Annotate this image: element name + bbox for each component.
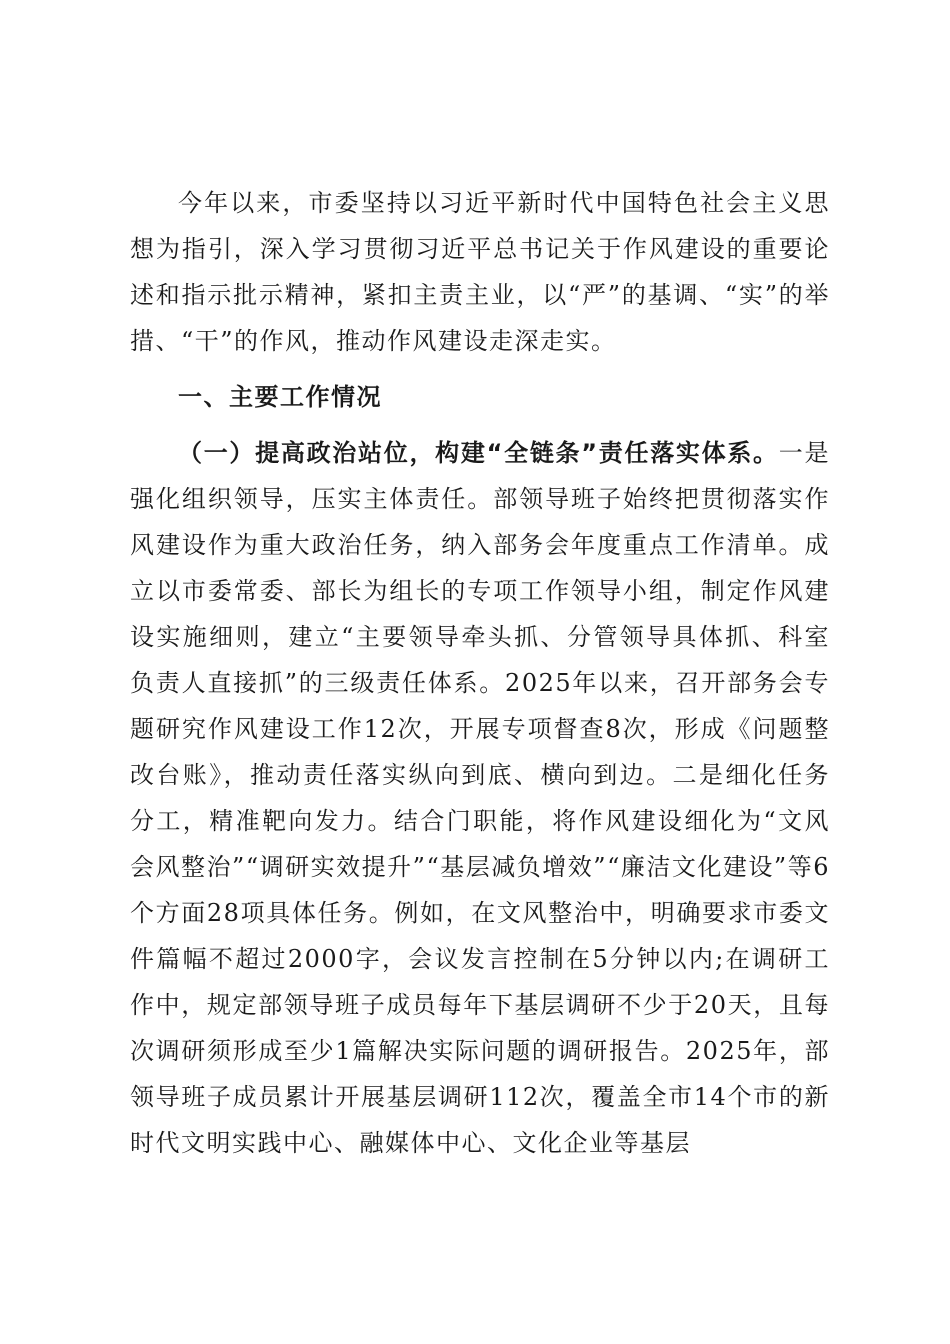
subsection-paragraph	[130, 430, 830, 1166]
section-heading: 一、主要工作情况	[178, 383, 382, 411]
intro-paragraph: 今年以来，市委坚持以习近平新时代中国特色社会主义思想为指引，深入学习贯彻习近平总书记关于作风建设的重要论述和指示批示精神，紧扣主责主业，以“严”的基调、“实”的举措、“干”的作风，推动作风建设走深走实。	[130, 189, 830, 355]
document-body	[130, 180, 830, 1166]
subsection-body: 一是强化组织领导，压实主体责任。部领导班子始终把贯彻落实作风建设作为重大政治任务，纳入部务会年度重点工作清单。成立以市委常委、部长为组长的专项工作领导小组，制定作风建设实施细则，建立“主要领导牵头抓、分管领导具体抓、科室负责人直接抓”的三级责任体系。2025年以来，召开部务会专题研究作风建设工作12次，开展专项督查8次，形成《问题整改台账》，推动责任落实纵向到底、横向到边。二是细化任务分工，精准靶向发力。结合门职能，将作风建设细化为“文风会风整治”“调研实效提升”“基层减负增效”“廉洁文化建设”等6个方面28项具体任务。例如，在文风整治中，明确要求市委文件篇幅不超过2000字，会议发言控制在5分钟以内;在调研工作中，规定部领导班子成员每年下基层调研不少于20天，且每次调研须形成至少1篇解决实际问题的调研报告。2025年，部领导班子成员累计开展基层调研112次，覆盖全市14个市的新时代文明实践中心、融媒体中心、文化企业等基层	[130, 439, 830, 1157]
subsection-title: （一）提高政治站位，构建“全链条”责任落实体系。	[178, 439, 779, 467]
